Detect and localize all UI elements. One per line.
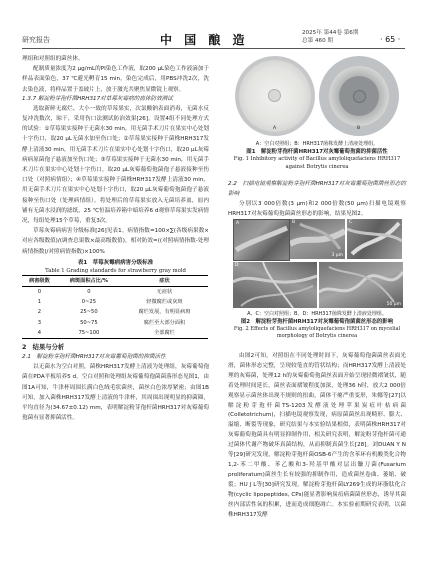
sem-label-b: B: [292, 220, 296, 225]
figure-2-title: 图2 解淀粉芽孢杆菌HRH317对灰霉葡萄孢菌菌丝形态的影响: [240, 318, 394, 325]
paragraph-sem-intro: 分别以3 000倍数(3 μm)和2 000倍数(50 μm)扫描电镜观察HRH317对灰霉葡萄孢菌菌丝形态的影响，结果见图2。: [228, 201, 406, 218]
right-column-lower: [228, 352, 406, 520]
left-column: [22, 54, 209, 424]
table-cell: 全部腐烂: [121, 328, 208, 339]
table-header-cell: 病斑面积占比/%: [57, 275, 121, 286]
plate-label-b: B: [357, 126, 361, 131]
table-cell: 2: [37, 309, 42, 316]
petri-dish-treated: [319, 56, 399, 136]
figure-2-title-en: Fig. 2 Effects of Bacillus amyloliquefaciens HRH317 on mycelial morphology of Botrytis cinerea: [233, 326, 401, 339]
sem-image-d: [233, 262, 317, 308]
section-label: 研究报告: [22, 36, 50, 44]
table-header-cell: 症状: [121, 275, 208, 286]
paragraph-disease-index: 草莓灰霉病病害分级标准[26]见表1。病情指数=100×∑(各级病果数×对应各级数值)/(调查总果数×最高级数值)，相对防效=((对照病情指数-处理病情指数)/对照病情指数)×100%: [22, 228, 209, 255]
page-number: · 65 ·: [380, 35, 401, 44]
table-row: [22, 297, 208, 307]
table-cell: 轻微腐烂或灰斑: [146, 299, 183, 306]
table-cell: 1: [37, 299, 42, 306]
scale-bar-label: 50 μm: [386, 302, 401, 307]
sem-image-c: [347, 219, 402, 259]
table-cell: 50~75: [80, 319, 98, 326]
sem-label-d: D: [235, 263, 239, 268]
table-cell: 腐烂至大部分面积: [143, 319, 186, 326]
heading-2-1: 2.1 解淀粉芽孢杆菌HRH317对灰霉葡萄孢菌的抑菌活性: [22, 354, 166, 361]
petri-dish-control: [235, 56, 315, 136]
sem-image-e: [319, 262, 403, 308]
table-row: [22, 328, 208, 339]
table-cell: 腐烂发展，有明显病斑: [138, 309, 191, 316]
table-cell: 0: [37, 289, 42, 296]
sem-label-c: C: [349, 220, 353, 225]
table-cell: 0~25: [81, 299, 96, 306]
paragraph-staining: 配制质量浓度为2 μg/mL的PI染色工作液，取200 μL染色工作液滴加于样品表面染色，37 ℃避光孵育15 min，染色完成后，用PBS冲洗2次，洗去染色液，将样品置于盖玻片上，放于激光共聚焦显微镜上观察。: [22, 66, 209, 93]
table-header-row: [22, 275, 208, 286]
oxford-cup: [268, 89, 281, 102]
table-row: [22, 307, 208, 317]
table-cell: 4: [22, 328, 57, 339]
paragraph-in-vitro-test: 选取新鲜无腐烂、大小一致的草莓果实，次氯酸钠表面消毒，无菌水反复冲洗数次，晾干，采用伤口法测试防治效果[26]。设置4组不同处理方式的试验：①草莓果实接种于无菌水30 min，用无菌手术刀片在果实中心处划十字伤口，取20 μL无菌水加至伤口处；②草莓果实接种于菌株HRH317发酵上清液30 min，用无菌手术刀片在果实中心处划十字伤口，取20 μL灰霉病病原菌孢子悬液加至伤口处；③草莓果实接种于无菌水30 min，用无菌手术刀片在果实中心处划十字伤口，取20 μL灰霉葡萄孢菌孢子悬液接种至伤口处（对照病情组）；④草莓果实接种于菌株HRH317发酵上清液30 min，用无菌手术刀片在果实中心处划十字伤口，取20 μL灰霉葡萄孢菌孢子悬液接种至伤口处（处理病情组）。将处理后的草莓果实放入无菌培养皿，皿内铺有无菌水浸润的滤纸，25 ℃恒温培养箱中暗培养6 d观察草莓果实发病情况，每组处理15个草莓，重复3次。: [22, 105, 209, 225]
table-cell: 无症状: [156, 289, 173, 296]
table-row: [22, 318, 208, 328]
sem-image-b: [290, 219, 345, 259]
journal-title: 中 国 酿 造: [160, 33, 249, 47]
right-column-upper: [228, 180, 406, 219]
sem-label-a: A: [236, 221, 240, 226]
figure-1-caption: [228, 140, 406, 171]
issue-line-2: 总第 460 期: [302, 37, 334, 44]
table-cell: 0: [87, 289, 91, 296]
table-caption: 表1 草莓灰霉病病害分级标准: [77, 259, 154, 266]
table-caption-en: Table 1 Grading standards for strawberry gray mold: [45, 267, 186, 274]
hypha-icon: [234, 220, 289, 260]
sem-image-a: [233, 219, 290, 261]
table-cell: 3: [37, 319, 42, 326]
figure-1-title: 图1 解淀粉芽孢杆菌HRH317对灰霉葡萄孢菌的抑菌活性: [246, 149, 388, 155]
figure-1-title-en: Fig. 1 Inhibitory activity of Bacillus amyloliquefaciens HRH317 against Botrytis cinerea: [233, 156, 401, 170]
heading-2-2: 2.2 扫描电镜观察解淀粉芽孢杆菌HRH317对灰霉葡萄孢菌菌丝形态的影响: [228, 181, 406, 197]
header-rule: [22, 48, 405, 49]
paragraph-inhibition: 以无菌水为空白对照，菌株HRH317发酵上清液为处理组，灰霉葡萄孢菌在PDA平板培养5 d，空白对照和处理组灰霉葡萄孢菌菌落形态见图1，由图1A可知，牛津杯周围长满白色绒毛状菌丝，菌丝白色浓厚紧密；由图1B可知，加入菌株HRH317发酵上清液的牛津杯，其周围出现明显的抑菌圈，平均直径为(34.67±0.12) mm，表明解淀粉芽孢杆菌HRH317对灰霉葡萄孢菌有显著抑菌活性。: [22, 364, 209, 422]
table-row: [22, 287, 208, 298]
table-cell: 75~100: [57, 328, 121, 339]
scale-bar-label: 3 μm: [331, 253, 343, 258]
table-cell: 25~50: [80, 309, 98, 316]
grading-table: [22, 275, 208, 339]
paragraph-sem-results: 由图2可知，对照组在不同处理时间下，灰霉葡萄孢菌菌丝表面光滑，菌体形态完整，呈现较笔直的管状结构；而HRH317发酵上清液处理的灰霉菌，处理12 h的灰霉葡萄孢菌丝表面开始呈现轻微褶皱状，随着处理时间延长，菌丝表面褶皱程度加深，处理36 h时，放大2 000倍观察显示菌丝体出现不规则的扭曲，菌体干瘪严重变形，朱娜等[27]以解淀粉芽孢杆菌TS-1203发酵液处理苹果炭疽叶枯病菌(Colletotrichum)，扫描电镜观察发现，病原菌菌丝出现畸形、膨大、溢缩、断裂等现象，研究结果与本实验结果相似，表明菌株HRH317对灰霉葡萄孢菌具有明显抑制作用，相关研究表明，解淀粉芽孢杆菌可通过菌体代谢产物破坏真菌结构，从而抑制真菌生长[28]。刘DUAN Y N等[29]研究发现，解淀粉芽孢杆菌OSB-6产生的含苯环有机酸类化合物1,2-苯二甲酸、苯乙酸和3-羟基甲酸对层出镰刀菌(Fusarium proliferatum)菌丝生长有较强的抑制作用，造成菌丝卷曲、萎缩、破裂；HU J L等[30]研究发现，解淀粉芽孢杆菌LY269生成的环脂肽化合物(cyclic lipopeptides, CPs)能显著影响炭疽病菌菌丝形态，诱导其菌丝内部活性氧的积累，进而造成细胞凋亡。本实验前期研究表明，以菌株HRH317发酵: [228, 353, 406, 518]
heading-2: 2 结果与分析: [22, 344, 65, 352]
heading-1-3-7: 1.3.7 解淀粉芽孢杆菌HRH317对草莓灰霉病的离体防效测试: [22, 95, 173, 102]
figure-1: [233, 55, 401, 137]
hypha-icon: [233, 262, 317, 308]
figure-2-subcaption: A、C：空白对照组；B、D：HRH317菌株发酵上清液处理组。: [247, 311, 387, 317]
issue-line-1: 2025年 第44卷 第6期: [302, 30, 359, 36]
figure-2: [233, 219, 403, 322]
issue-info: [302, 30, 358, 45]
plate-label-a: A: [273, 126, 277, 131]
table-header-cell: 病害级数: [22, 275, 57, 286]
oxford-cup: [353, 90, 366, 103]
figure-2-caption: [228, 311, 406, 340]
figure-1-subcaption: A：空白对照组；B：HRH317菌株发酵上清液处理组。: [255, 141, 379, 147]
paragraph-continued: 理组和对照组的菌丝体。: [22, 56, 84, 62]
page-header: [0, 0, 427, 52]
hypha-icon: [347, 219, 402, 259]
